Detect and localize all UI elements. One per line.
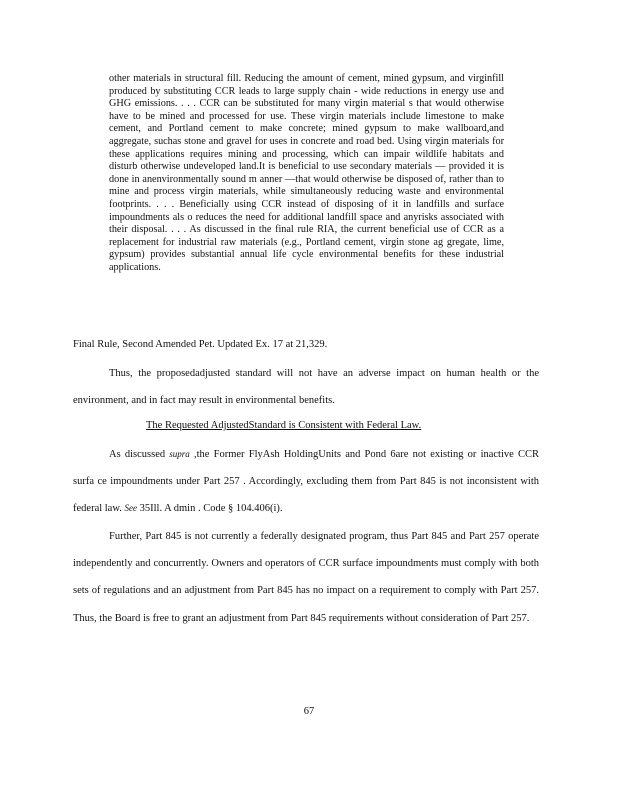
- paragraph-federal-law: [73, 441, 539, 523]
- paragraph-tail: 35Ill. A dmin . Code § 104.406(i).: [137, 503, 283, 515]
- block-quote: other materials in structural fill. Reducing the amount of cement, mined gypsum, and virginfill produced by substituting CCR leads to large supply chain - wide reductions in energy use and GHG emissions. . . . CCR can be substituted for many virgin material s that would otherwise have to be mined and processed for use. These virgin materials include limestone to make cement, and Portland cement to make concrete; mined gypsum to make wallboard,and aggregate, suchas stone and gravel for uses in concrete and road bed. Using virgin materials for these applications requires mining and processing, which can impair wildlife habitats and disturb otherwise undeveloped land.It is beneficial to use secondary materials — provided it is done in anenvironmentally sound m anner —that would otherwise be disposed of, rather than to mine and process virgin materials, while simultaneously reducing waste and environmental footprints. . . . Beneficially using CCR instead of disposing of it in landfills and surface impoundments als o reduces the need for additional landfill space and anyrisks associated with their disposal. . . . As discussed in the final rule RIA, the current beneficial use of CCR as a replacement for industrial raw materials (e.g., Portland cement, virgin stone ag gregate, lime, gypsum) provides substantial annual life cycle environmental benefits for these industrial applications.: [109, 73, 504, 273]
- paragraph-middle: ,the Former FlyAsh HoldingUnits and Pond 6are not existing or inactive CCR surfa ce impoundments under Part 257 . Accordingly, excluding them from Part 845 is not inconsistent with federal law.: [73, 449, 539, 515]
- paragraph-part-845: Further, Part 845 is not currently a federally designated program, thus Part 845 and Part 257 operate independently and concurrently. Owners and operators of CCR surface impoundments must comply with both sets of regulations and an adjustment from Part 845 has no impact on a requirement to comply with Part 257. Thus, the Board is free to grant an adjustment from Part 845 requirements without consideration of Part 257.: [73, 531, 539, 624]
- section-heading-text: The Requested AdjustedStandard is Consistent with Federal Law.: [146, 420, 422, 431]
- citation: Final Rule, Second Amended Pet. Updated Ex. 17 at 21,329.: [73, 339, 328, 350]
- section-heading: [146, 420, 472, 431]
- paragraph-lead: As discussed: [109, 449, 170, 460]
- page-number: 67: [303, 706, 315, 717]
- paragraph-conclusion: Thus, the proposedadjusted standard will not have an adverse impact on human health or the environment, and in fact may result in environmental benefits.: [73, 368, 539, 407]
- see-signal: See: [124, 503, 137, 514]
- supra-signal: supra: [169, 449, 190, 459]
